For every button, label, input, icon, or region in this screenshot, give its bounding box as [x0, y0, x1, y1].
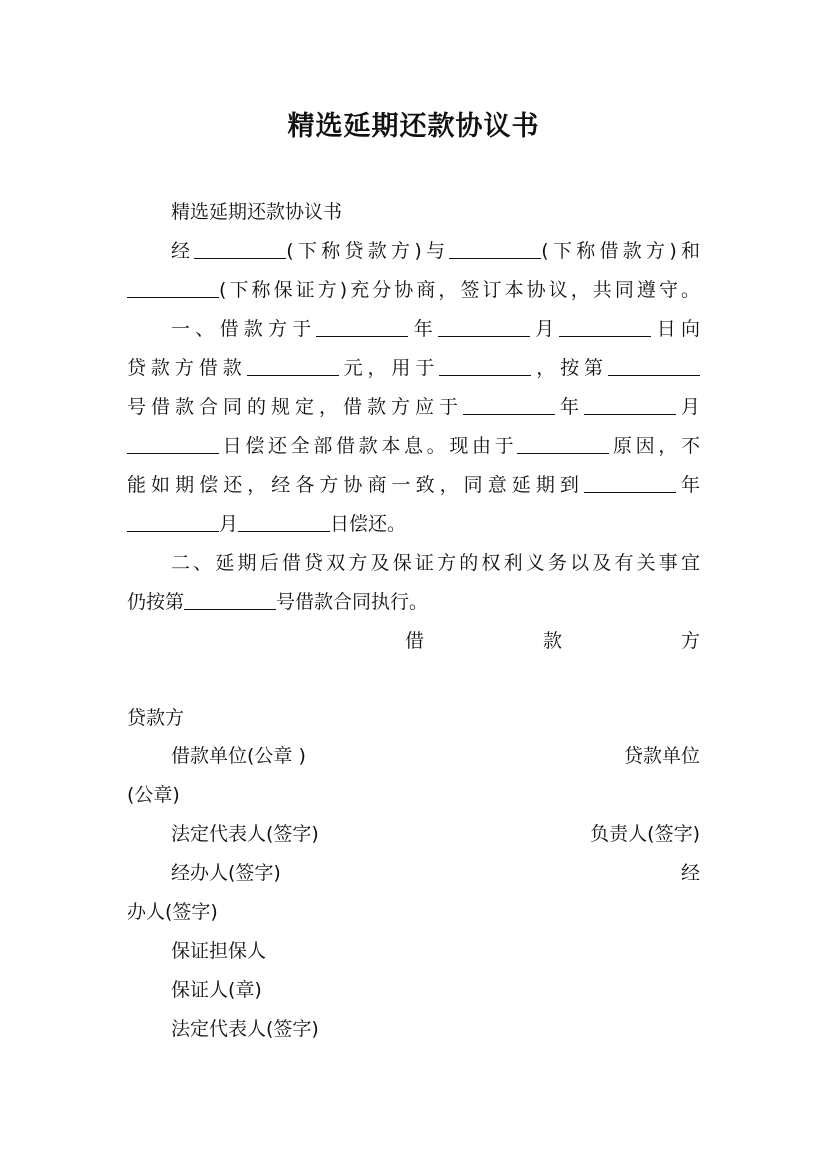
responsible-person: 负责人(签字)	[590, 823, 700, 845]
lender-handler: 经	[680, 862, 700, 884]
representatives-line	[127, 821, 700, 847]
clause1-line-5: 能如期偿还，经各方协商一致，同意延期到 年	[127, 474, 700, 496]
blank-line	[559, 318, 651, 337]
blank-line	[194, 240, 286, 259]
borrower-heading: 借 款 方	[405, 630, 700, 652]
unit-seal-line	[127, 743, 700, 769]
clause1-line-3: 号借款合同的规定，借款方应于 年 月	[127, 396, 700, 418]
clause2-line-2: 仍按第 号借款合同执行。	[127, 591, 429, 613]
lender-unit: 贷款单位	[623, 745, 700, 767]
blank-line	[316, 318, 408, 337]
handlers-line	[127, 860, 700, 886]
blank-line	[247, 357, 339, 376]
blank-line	[184, 591, 276, 610]
clause2-line-1: 二、延期后借贷双方及保证方的权利义务以及有关事宜	[171, 552, 700, 574]
intro-line-2: (下称保证方)充分协商，签订本协议，共同遵守。	[127, 277, 700, 303]
guarantor-legal-representative: 法定代表人(签字)	[171, 1018, 319, 1040]
blank-line	[238, 513, 330, 532]
intro-line-1: 经 (下称贷款方)与 (下称借款方)和	[171, 240, 701, 262]
borrower-handler: 经办人(签字)	[171, 862, 281, 884]
blank-line	[449, 240, 541, 259]
blank-line	[608, 357, 700, 376]
lender-handler-signature: 办人(签字)	[127, 901, 218, 923]
blank-line	[463, 396, 555, 415]
clause1-line-6: 月 日偿还。	[127, 511, 700, 537]
blank-line	[584, 474, 676, 493]
legal-representative: 法定代表人(签字)	[171, 823, 319, 845]
clause1-line-1: 一、借款方于 年 月 日向	[171, 318, 700, 340]
guarantor-seal: 保证人(章)	[171, 979, 262, 1001]
blank-line	[439, 357, 531, 376]
lender-unit-seal: (公章)	[127, 784, 180, 806]
blank-line	[127, 279, 219, 298]
blank-line	[584, 396, 676, 415]
borrower-unit: 借款单位(公章 )	[171, 745, 306, 767]
blank-line	[517, 435, 609, 454]
document-title: 精选延期还款协议书	[287, 111, 540, 142]
clause1-line-4: 日偿还全部借款本息。现由于 原因，不	[127, 433, 700, 459]
blank-line	[438, 318, 530, 337]
lender-heading: 贷款方	[127, 707, 185, 729]
document-subtitle: 精选延期还款协议书	[171, 201, 343, 223]
guarantor-heading: 保证担保人	[171, 940, 267, 962]
clause1-line-2: 贷款方借款 元，用于 ，按第	[127, 355, 700, 381]
blank-line	[127, 513, 219, 532]
blank-line	[127, 435, 219, 454]
